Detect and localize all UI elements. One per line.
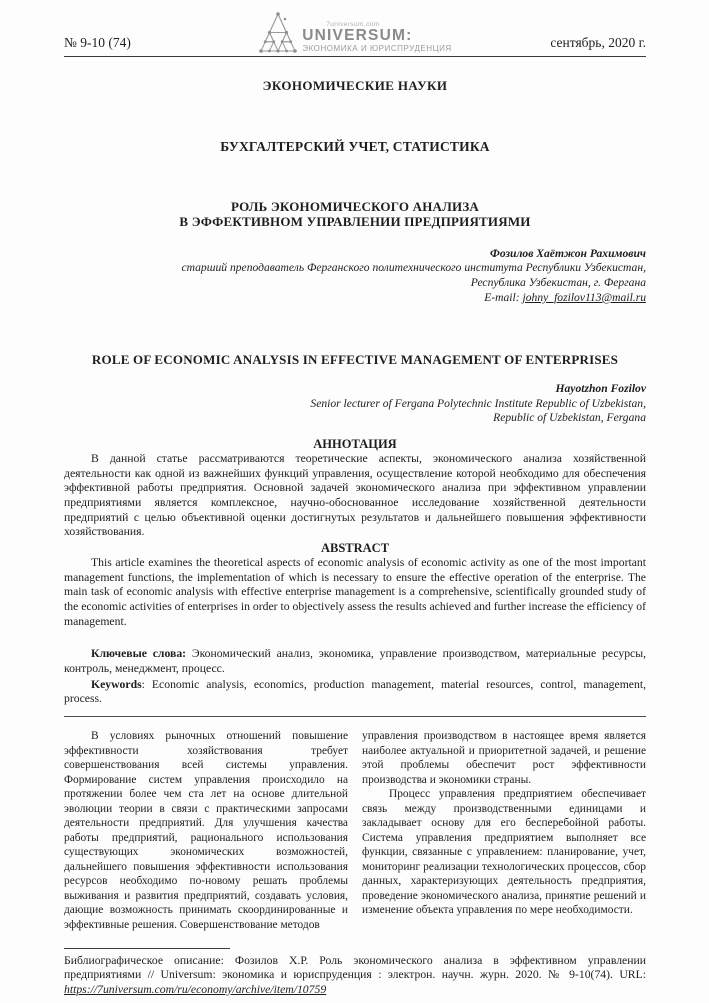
article-title-en: ROLE OF ECONOMIC ANALYSIS IN EFFECTIVE MANAGEMENT OF ENTERPRISES: [91, 351, 619, 367]
author-affiliation-ru-line1: старший преподаватель Ферганского политехнического института Республики Узбекистан,: [181, 261, 646, 275]
keywords-body-divider: [64, 716, 646, 717]
section-heading: ЭКОНОМИЧЕСКИЕ НАУКИ: [262, 78, 448, 93]
body-paragraph: Процесс управления предприятием обеспечивает связь между производственными единицами и закладывает основу для его бесперебойной работы. Система управления предприятием выполняет все функции, связанные с управлением: планирование, учет, мониторинг реализации технологических процессов, сбор данных, характеризующих деятельность предприятия, проведение экономического анализа, принятие решений и изменение объекта управления по мере необходимости.: [362, 788, 646, 917]
email-link[interactable]: johny_fozilov113@mail.ru: [522, 290, 646, 304]
keywords-en: [64, 678, 646, 707]
author-affiliation-en-line1: Senior lecturer of Fergana Polytechnic Institute Republic of Uzbekistan,: [310, 396, 646, 410]
body-paragraph: управления производством в настоящее время является наиболее актуальной и приоритетной задачей, и решение этой проблемы обеспечит рост эффективности производства и экономики страны.: [362, 730, 646, 786]
article-title-ru-line2: В ЭФФЕКТИВНОМ УПРАВЛЕНИИ ПРЕДПРИЯТИЯМИ: [179, 214, 531, 230]
annotation-heading-ru: АННОТАЦИЯ: [313, 437, 397, 452]
body-left-column: [64, 729, 348, 932]
author-name-ru: Фозилов Хаётжон Рахимович: [489, 246, 646, 260]
body-paragraph: В условиях рыночных отношений повышение эффективности хозяйствования требует совершенствования всей системы управления. Формирование систем управления происходило на протяжении более чем ста лет на основе длительной эволюции теории в связи с практическими запросами деятельности предприятий. Для улучшения качества работы предприятий, рационального использования существующих экономических возможностей, дальнейшего повышения эффективности использования ресурсов необходимо по-новому решать проблемы выживания и развития предприятий, создавать условия, дающие возможность принимать скоординированные и эффективные решения. Совершенствование методов: [64, 730, 348, 931]
article-body: [64, 729, 646, 932]
rubric-heading: БУХГАЛТЕРСКИЙ УЧЕТ, СТАТИСТИКА: [220, 139, 490, 154]
abstract-heading-en: ABSTRACT: [320, 541, 390, 556]
author-affiliation-en-line2: Republic of Uzbekistan, Fergana: [493, 411, 646, 425]
email-label: E-mail:: [484, 290, 523, 304]
article-title-ru: [64, 199, 646, 230]
keywords-en-text: : Economic analysis, economics, production management, material resources, control, management, process.: [64, 677, 646, 706]
author-block-en: [64, 382, 646, 426]
issue-number: № 9-10 (74): [64, 35, 131, 50]
journal-logo: [258, 11, 451, 54]
page-header: [64, 0, 646, 57]
footnote-separator: [64, 948, 230, 949]
logo-text-block: [302, 22, 451, 54]
author-affiliation-ru-line2: Республика Узбекистан, г. Фергана: [470, 276, 646, 290]
article-url-link[interactable]: https://7universum.com/ru/economy/archive/item/10759: [64, 982, 327, 996]
article-title-ru-line1: РОЛЬ ЭКОНОМИЧЕСКОГО АНАЛИЗА: [231, 199, 479, 214]
abstract-text-en: This article examines the theoretical aspects of economic analysis of economic activity as one of the most important management functions, the implementation of which is necessary to ensure the effective operation of the enterprise. The main task of economic analysis with effective enterprise management is a comprehensive, scientifically grounded study of the economic activities of enterprises in order to objectively assess the results achieved and further increase the efficiency of management.: [64, 556, 646, 628]
annotation-text-ru: В данной статье рассматриваются теоретические аспекты, экономического анализа хозяйственной деятельности как одной из важнейших функций управления, осуществление которой необходимо для обеспечения эффективной работы предприятия. Основной задачей экономического анализа при эффективном управлении предприятиями является комплексное, научно-обоснованное исследование хозяйственной деятельности предприятий с целью объективной оценки достигнутых результатов и дальнейшего повышения эффективности хозяйствования.: [64, 452, 646, 539]
keywords-ru: [64, 647, 646, 676]
keywords-ru-text: Экономический анализ, экономика, управление производством, материальные ресурсы, контроль, менеджмент, процесс.: [64, 647, 646, 676]
issue-date: сентябрь, 2020 г.: [550, 35, 646, 50]
author-block-ru: [64, 247, 646, 306]
author-name-en: Hayotzhon Fozilov: [555, 381, 646, 395]
body-right-column: [362, 729, 646, 932]
author-email-line: [64, 291, 646, 306]
logo-site-url: 7universum.com: [326, 20, 380, 28]
keywords-ru-label: Ключевые слова:: [91, 647, 187, 661]
universum-triangle-logo-icon: [258, 11, 298, 54]
bibliographic-description: [64, 954, 646, 997]
logo-journal-name: UNIVERSUM:: [302, 27, 413, 45]
biblio-text: Библиографическое описание: Фозилов Х.Р. Роль экономического анализа в эффективном управлении предприятиями // Universum: экономика и юриспруденция : электрон. научн. журн. 2020. № 9-10(74). URL:: [64, 954, 646, 982]
logo-journal-subtitle: ЭКОНОМИКА И ЮРИСПРУДЕНЦИЯ: [302, 43, 452, 53]
keywords-en-label: Keywords: [91, 677, 142, 691]
